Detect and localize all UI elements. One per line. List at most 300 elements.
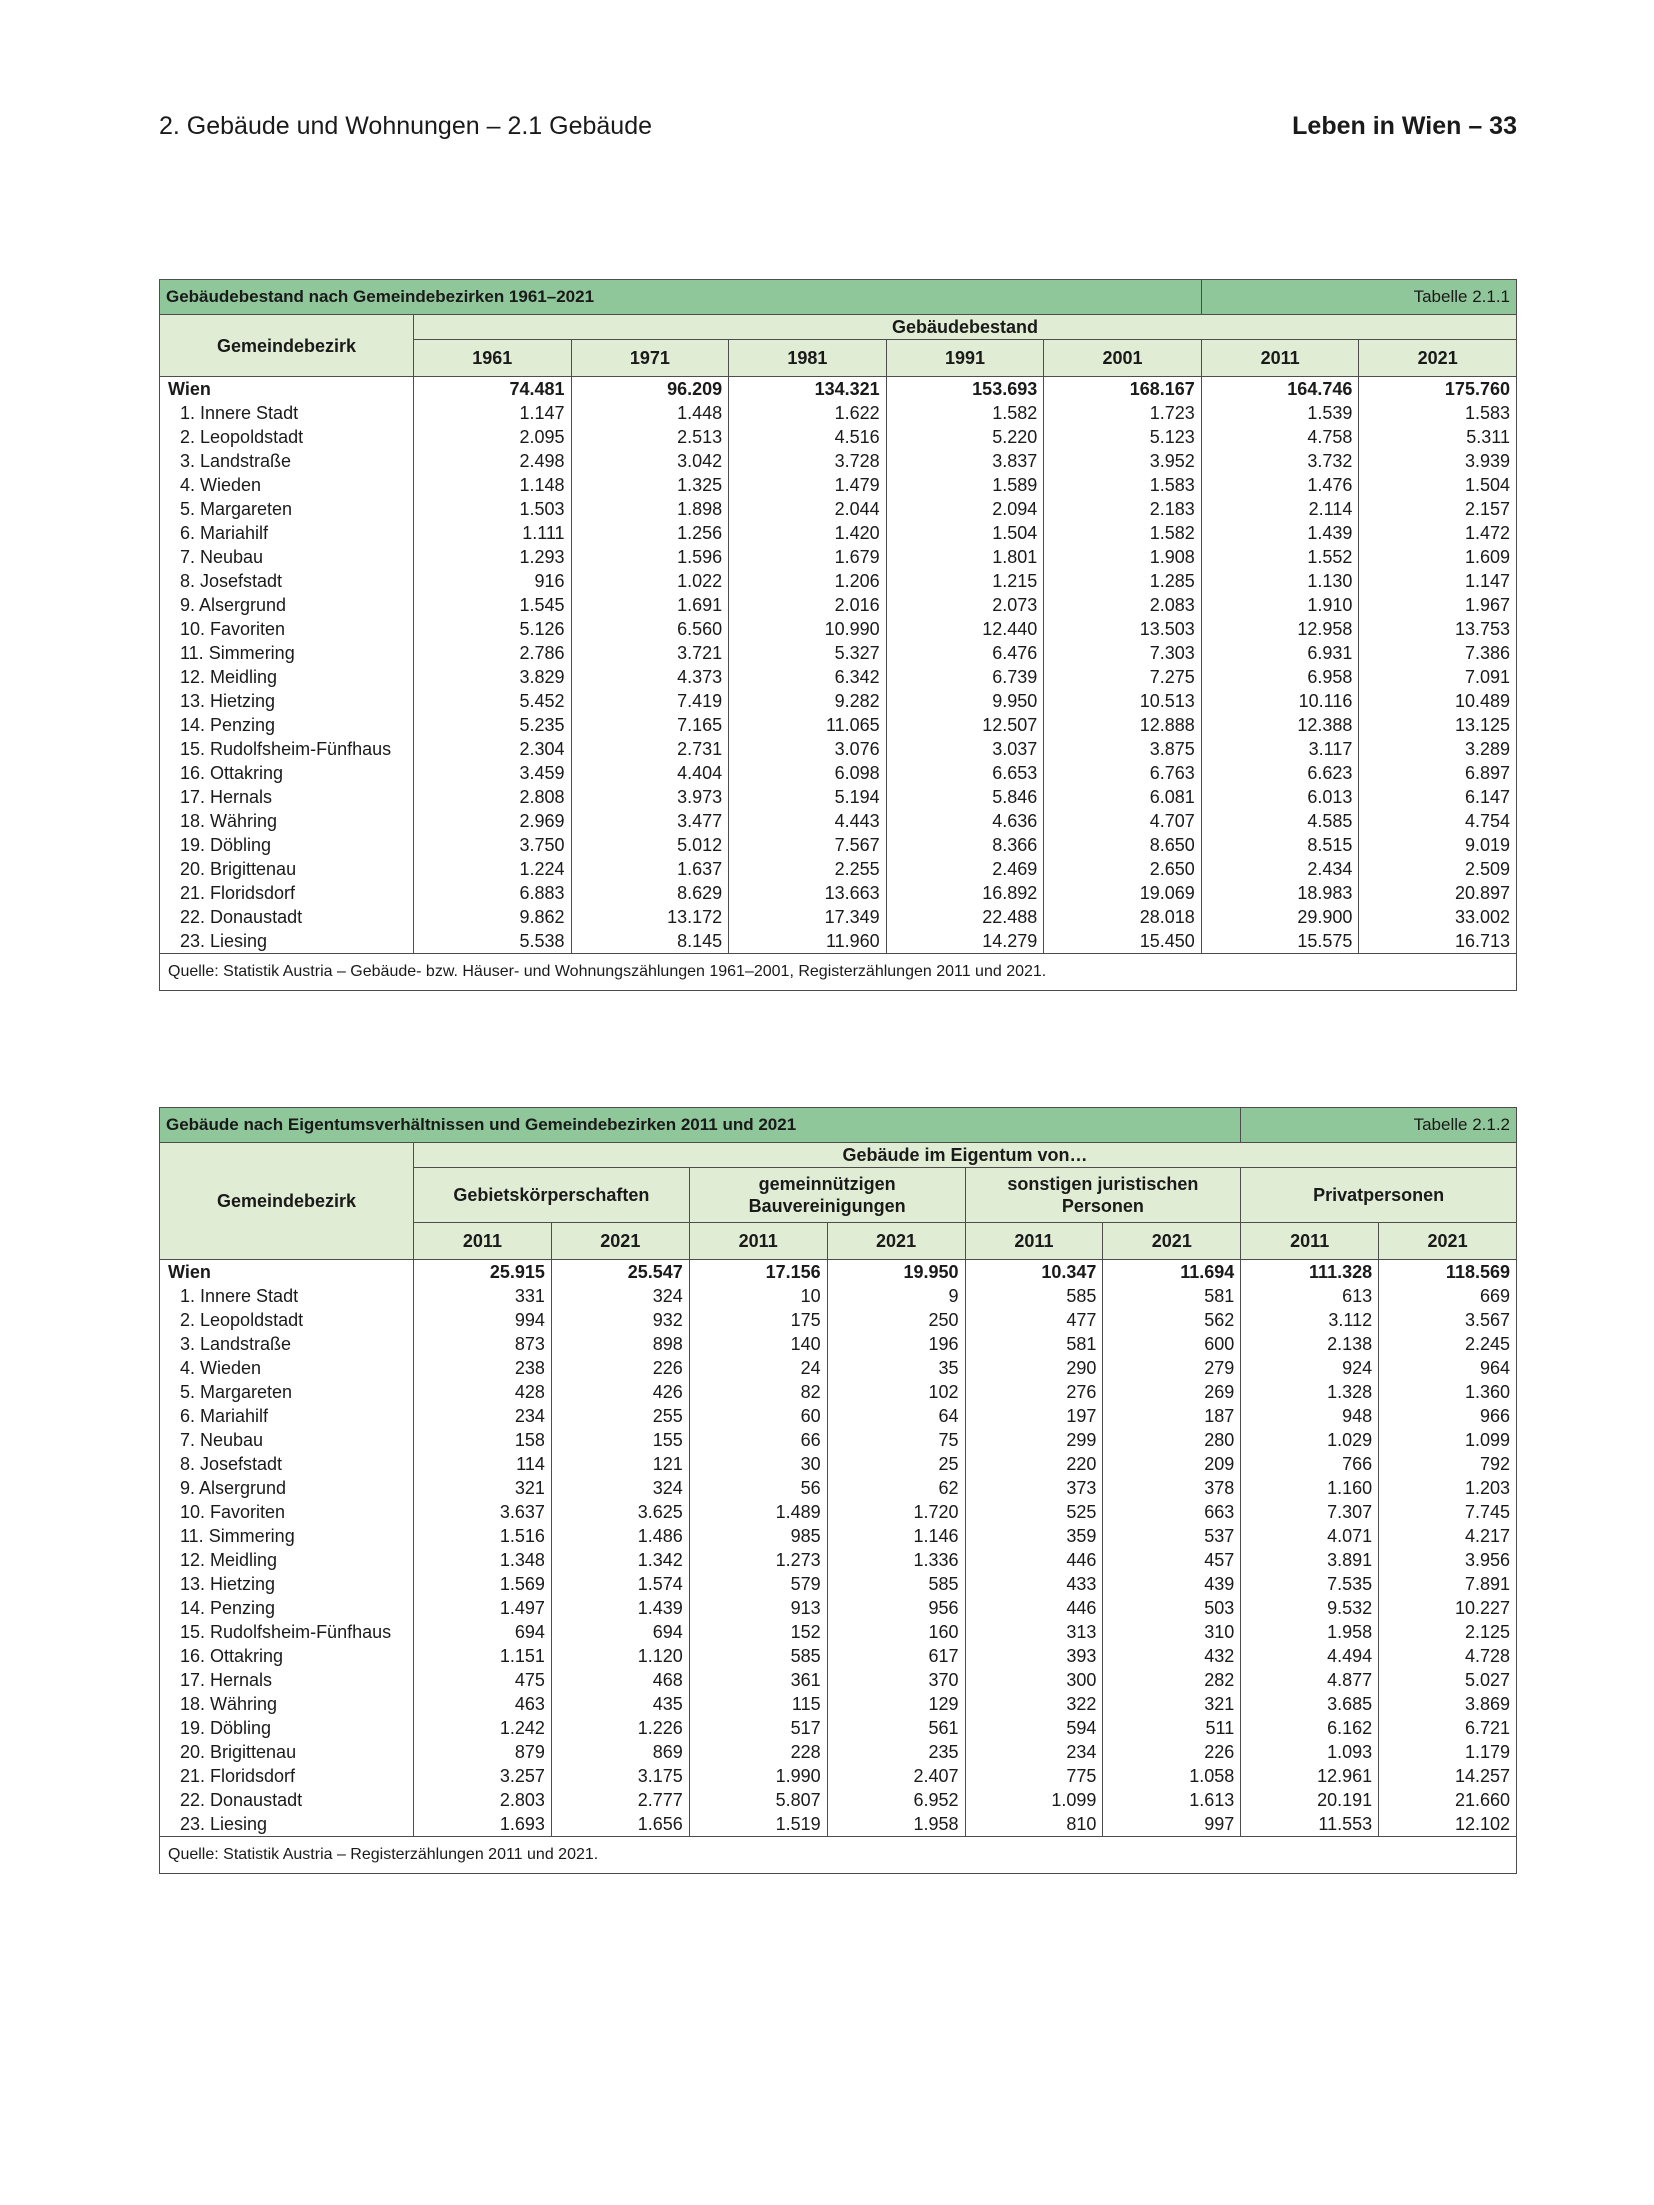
cell-value: 1.539 [1201,401,1359,425]
cell-value: 1.552 [1201,545,1359,569]
cell-value: 4.636 [886,809,1044,833]
subgroup-header: sonstigen juristischen Personen [965,1168,1241,1223]
table-row [160,689,1517,713]
table-title: Gebäude nach Eigentumsverhältnissen und Gemeindebezirken 2011 und 2021 [160,1108,1241,1143]
cell-value: 4.373 [571,665,729,689]
cell-value: 3.875 [1044,737,1202,761]
cell-value: 1.206 [729,569,887,593]
cell-value: 114 [414,1452,552,1476]
column-header-district: Gemeindebezirk [160,315,414,377]
cell-value: 600 [1103,1332,1241,1356]
district-name: 8. Josefstadt [160,1452,414,1476]
cell-value: 1.420 [729,521,887,545]
subgroup-header: gemeinnützigen Bauvereinigungen [689,1168,965,1223]
district-name: 10. Favoriten [160,1500,414,1524]
cell-value: 2.125 [1379,1620,1517,1644]
year-header: 2021 [1359,340,1517,377]
cell-value: 916 [414,569,572,593]
column-group-header: Gebäudebestand [414,315,1517,340]
cell-value: 28.018 [1044,905,1202,929]
cell-value: 1.472 [1359,521,1517,545]
cell-value: 11.694 [1103,1260,1241,1285]
district-name: 20. Brigittenau [160,857,414,881]
cell-value: 9.862 [414,905,572,929]
cell-value: 4.071 [1241,1524,1379,1548]
cell-value: 164.746 [1201,377,1359,402]
cell-value: 276 [965,1380,1103,1404]
cell-value: 3.685 [1241,1692,1379,1716]
cell-value: 24 [689,1356,827,1380]
cell-value: 1.958 [1241,1620,1379,1644]
cell-value: 75 [827,1428,965,1452]
table-row [160,1332,1517,1356]
cell-value: 118.569 [1379,1260,1517,1285]
cell-value: 10.227 [1379,1596,1517,1620]
cell-value: 5.220 [886,425,1044,449]
cell-value: 2.803 [414,1788,552,1812]
cell-value: 2.498 [414,449,572,473]
cell-value: 997 [1103,1812,1241,1837]
cell-value: 964 [1379,1356,1517,1380]
cell-value: 13.663 [729,881,887,905]
cell-value: 7.307 [1241,1500,1379,1524]
cell-value: 1.099 [965,1788,1103,1812]
cell-value: 579 [689,1572,827,1596]
cell-value: 331 [414,1284,552,1308]
year-header: 2011 [1241,1223,1379,1260]
table-source: Quelle: Statistik Austria – Registerzählungen 2011 und 2021. [160,1837,1517,1874]
cell-value: 1.910 [1201,593,1359,617]
cell-value: 14.257 [1379,1764,1517,1788]
cell-value: 1.148 [414,473,572,497]
table-row [160,1356,1517,1380]
cell-value: 6.476 [886,641,1044,665]
district-name: 7. Neubau [160,1428,414,1452]
table-row [160,1788,1517,1812]
table-row [160,545,1517,569]
cell-value: 158 [414,1428,552,1452]
year-header: 2011 [414,1223,552,1260]
year-header: 2011 [689,1223,827,1260]
cell-value: 2.469 [886,857,1044,881]
cell-value: 1.130 [1201,569,1359,593]
district-name: 19. Döbling [160,833,414,857]
cell-value: 617 [827,1644,965,1668]
cell-value: 1.093 [1241,1740,1379,1764]
cell-value: 175.760 [1359,377,1517,402]
cell-value: 1.516 [414,1524,552,1548]
cell-value: 13.503 [1044,617,1202,641]
cell-value: 12.388 [1201,713,1359,737]
cell-value: 22.488 [886,905,1044,929]
cell-value: 3.973 [571,785,729,809]
cell-value: 468 [551,1668,689,1692]
cell-value: 435 [551,1692,689,1716]
cell-value: 7.567 [729,833,887,857]
cell-value: 1.448 [571,401,729,425]
cell-value: 282 [1103,1668,1241,1692]
cell-value: 613 [1241,1284,1379,1308]
cell-value: 10.990 [729,617,887,641]
year-header: 2011 [965,1223,1103,1260]
cell-value: 1.147 [414,401,572,425]
cell-value: 290 [965,1356,1103,1380]
cell-value: 792 [1379,1452,1517,1476]
cell-value: 1.203 [1379,1476,1517,1500]
cell-value: 6.952 [827,1788,965,1812]
cell-value: 3.257 [414,1764,552,1788]
cell-value: 2.407 [827,1764,965,1788]
cell-value: 4.754 [1359,809,1517,833]
cell-value: 9.019 [1359,833,1517,857]
cell-value: 994 [414,1308,552,1332]
cell-value: 537 [1103,1524,1241,1548]
year-header: 2001 [1044,340,1202,377]
cell-value: 3.042 [571,449,729,473]
cell-value: 3.477 [571,809,729,833]
cell-value: 370 [827,1668,965,1692]
table-source: Quelle: Statistik Austria – Gebäude- bzw. Häuser- und Wohnungszählungen 1961–2001, Registerzählungen 2011 und 2021. [160,954,1517,991]
table-row [160,1308,1517,1332]
cell-value: 3.076 [729,737,887,761]
cell-value: 9.282 [729,689,887,713]
cell-value: 1.958 [827,1812,965,1837]
cell-value: 12.958 [1201,617,1359,641]
cell-value: 1.486 [551,1524,689,1548]
cell-value: 3.952 [1044,449,1202,473]
cell-value: 932 [551,1308,689,1332]
cell-value: 13.125 [1359,713,1517,737]
cell-value: 6.013 [1201,785,1359,809]
table-row [160,401,1517,425]
district-name: 11. Simmering [160,1524,414,1548]
table-row [160,1452,1517,1476]
district-name: 15. Rudolfsheim-Fünfhaus [160,737,414,761]
cell-value: 3.637 [414,1500,552,1524]
cell-value: 3.728 [729,449,887,473]
cell-value: 3.750 [414,833,572,857]
cell-value: 234 [414,1404,552,1428]
cell-value: 5.807 [689,1788,827,1812]
cell-value: 2.786 [414,641,572,665]
cell-value: 3.829 [414,665,572,689]
cell-value: 6.897 [1359,761,1517,785]
cell-value: 1.656 [551,1812,689,1837]
cell-value: 1.348 [414,1548,552,1572]
table-row [160,1524,1517,1548]
table-row [160,449,1517,473]
cell-value: 6.739 [886,665,1044,689]
cell-value: 1.613 [1103,1788,1241,1812]
cell-value: 4.585 [1201,809,1359,833]
table-row [160,1500,1517,1524]
table-row [160,785,1517,809]
cell-value: 5.126 [414,617,572,641]
district-name: 5. Margareten [160,497,414,521]
cell-value: 168.167 [1044,377,1202,402]
cell-value: 1.693 [414,1812,552,1837]
cell-value: 1.609 [1359,545,1517,569]
cell-value: 6.560 [571,617,729,641]
page-section-title: 2. Gebäude und Wohnungen – 2.1 Gebäude [159,112,653,140]
cell-value: 6.162 [1241,1716,1379,1740]
cell-value: 121 [551,1452,689,1476]
cell-value: 8.629 [571,881,729,905]
cell-value: 7.535 [1241,1572,1379,1596]
cell-value: 310 [1103,1620,1241,1644]
cell-value: 581 [965,1332,1103,1356]
cell-value: 1.723 [1044,401,1202,425]
cell-value: 152 [689,1620,827,1644]
cell-value: 7.386 [1359,641,1517,665]
cell-value: 1.215 [886,569,1044,593]
table-row [160,1476,1517,1500]
cell-value: 18.983 [1201,881,1359,905]
cell-value: 1.583 [1044,473,1202,497]
cell-value: 25.547 [551,1260,689,1285]
cell-value: 313 [965,1620,1103,1644]
cell-value: 525 [965,1500,1103,1524]
cell-value: 8.145 [571,929,729,954]
cell-value: 300 [965,1668,1103,1692]
cell-value: 2.434 [1201,857,1359,881]
cell-value: 134.321 [729,377,887,402]
cell-value: 7.165 [571,713,729,737]
year-header: 1981 [729,340,887,377]
cell-value: 153.693 [886,377,1044,402]
cell-value: 12.888 [1044,713,1202,737]
cell-value: 1.336 [827,1548,965,1572]
district-name: 18. Währing [160,1692,414,1716]
district-name: 23. Liesing [160,929,414,954]
cell-value: 2.808 [414,785,572,809]
cell-value: 1.582 [1044,521,1202,545]
cell-value: 1.898 [571,497,729,521]
cell-value: 25.915 [414,1260,552,1285]
cell-value: 12.507 [886,713,1044,737]
district-name: 20. Brigittenau [160,1740,414,1764]
table-row [160,1740,1517,1764]
page-number-title: Leben in Wien – 33 [1292,112,1517,140]
cell-value: 1.022 [571,569,729,593]
cell-value: 3.625 [551,1500,689,1524]
table-row [160,497,1517,521]
cell-value: 6.623 [1201,761,1359,785]
cell-value: 2.094 [886,497,1044,521]
cell-value: 6.081 [1044,785,1202,809]
cell-value: 60 [689,1404,827,1428]
table-row [160,1620,1517,1644]
cell-value: 6.721 [1379,1716,1517,1740]
district-name: 10. Favoriten [160,617,414,641]
cell-value: 517 [689,1716,827,1740]
cell-value: 321 [414,1476,552,1500]
cell-value: 324 [551,1284,689,1308]
cell-value: 33.002 [1359,905,1517,929]
cell-value: 228 [689,1740,827,1764]
cell-value: 9.950 [886,689,1044,713]
cell-value: 3.459 [414,761,572,785]
cell-value: 2.083 [1044,593,1202,617]
cell-value: 2.731 [571,737,729,761]
cell-value: 1.545 [414,593,572,617]
cell-value: 1.360 [1379,1380,1517,1404]
district-name: 9. Alsergrund [160,1476,414,1500]
cell-value: 561 [827,1716,965,1740]
cell-value: 64 [827,1404,965,1428]
cell-value: 226 [551,1356,689,1380]
district-name: 21. Floridsdorf [160,1764,414,1788]
cell-value: 1.908 [1044,545,1202,569]
subgroup-header: Privatpersonen [1241,1168,1517,1223]
cell-value: 2.777 [551,1788,689,1812]
cell-value: 324 [551,1476,689,1500]
district-name: Wien [160,1260,414,1285]
table-row [160,377,1517,402]
cell-value: 2.095 [414,425,572,449]
cell-value: 581 [1103,1284,1241,1308]
cell-value: 439 [1103,1572,1241,1596]
cell-value: 1.342 [551,1548,689,1572]
cell-value: 35 [827,1356,965,1380]
cell-value: 1.589 [886,473,1044,497]
cell-value: 279 [1103,1356,1241,1380]
cell-value: 1.111 [414,521,572,545]
cell-value: 14.279 [886,929,1044,954]
table-row [160,593,1517,617]
cell-value: 15.450 [1044,929,1202,954]
cell-value: 585 [965,1284,1103,1308]
cell-value: 6.342 [729,665,887,689]
table-eigentum [159,1107,1517,1874]
district-name: 2. Leopoldstadt [160,1308,414,1332]
cell-value: 7.891 [1379,1572,1517,1596]
cell-value: 898 [551,1332,689,1356]
cell-value: 873 [414,1332,552,1356]
cell-value: 948 [1241,1404,1379,1428]
cell-value: 9.532 [1241,1596,1379,1620]
cell-value: 321 [1103,1692,1241,1716]
table-row [160,1692,1517,1716]
cell-value: 1.720 [827,1500,965,1524]
cell-value: 1.146 [827,1524,965,1548]
cell-value: 1.504 [886,521,1044,545]
cell-value: 62 [827,1476,965,1500]
table-row [160,617,1517,641]
cell-value: 2.304 [414,737,572,761]
cell-value: 6.763 [1044,761,1202,785]
table-row [160,1596,1517,1620]
table-row [160,1548,1517,1572]
cell-value: 3.037 [886,737,1044,761]
cell-value: 1.179 [1379,1740,1517,1764]
cell-value: 562 [1103,1308,1241,1332]
district-name: 9. Alsergrund [160,593,414,617]
cell-value: 1.058 [1103,1764,1241,1788]
district-name: 16. Ottakring [160,761,414,785]
cell-value: 235 [827,1740,965,1764]
cell-value: 5.194 [729,785,887,809]
cell-value: 234 [965,1740,1103,1764]
table-row [160,1764,1517,1788]
cell-value: 2.016 [729,593,887,617]
cell-value: 56 [689,1476,827,1500]
table-row [160,473,1517,497]
cell-value: 2.138 [1241,1332,1379,1356]
table-title: Gebäudebestand nach Gemeindebezirken 1961–2021 [160,280,1202,315]
district-name: 6. Mariahilf [160,521,414,545]
table-row [160,1572,1517,1596]
cell-value: 1.147 [1359,569,1517,593]
cell-value: 1.596 [571,545,729,569]
cell-value: 1.691 [571,593,729,617]
cell-value: 1.519 [689,1812,827,1837]
table-row [160,833,1517,857]
cell-value: 6.147 [1359,785,1517,809]
cell-value: 1.120 [551,1644,689,1668]
cell-value: 5.012 [571,833,729,857]
cell-value: 4.877 [1241,1668,1379,1692]
cell-value: 2.157 [1359,497,1517,521]
district-name: 6. Mariahilf [160,1404,414,1428]
cell-value: 226 [1103,1740,1241,1764]
year-header: 2011 [1201,340,1359,377]
cell-value: 1.497 [414,1596,552,1620]
cell-value: 5.538 [414,929,572,954]
table-row [160,1260,1517,1285]
district-name: 17. Hernals [160,1668,414,1692]
cell-value: 3.721 [571,641,729,665]
year-header: 2021 [827,1223,965,1260]
table-row [160,1668,1517,1692]
year-header: 1971 [571,340,729,377]
cell-value: 3.837 [886,449,1044,473]
cell-value: 433 [965,1572,1103,1596]
table-row [160,1428,1517,1452]
cell-value: 694 [551,1620,689,1644]
cell-value: 1.574 [551,1572,689,1596]
cell-value: 74.481 [414,377,572,402]
cell-value: 361 [689,1668,827,1692]
table-row [160,761,1517,785]
cell-value: 8.650 [1044,833,1202,857]
cell-value: 2.245 [1379,1332,1517,1356]
table-row [160,1644,1517,1668]
cell-value: 3.869 [1379,1692,1517,1716]
cell-value: 669 [1379,1284,1517,1308]
cell-value: 869 [551,1740,689,1764]
cell-value: 4.494 [1241,1644,1379,1668]
cell-value: 155 [551,1428,689,1452]
cell-value: 6.958 [1201,665,1359,689]
cell-value: 13.172 [571,905,729,929]
cell-value: 1.622 [729,401,887,425]
cell-value: 115 [689,1692,827,1716]
district-name: 3. Landstraße [160,1332,414,1356]
cell-value: 1.503 [414,497,572,521]
cell-value: 11.553 [1241,1812,1379,1837]
district-name: 1. Innere Stadt [160,401,414,425]
cell-value: 17.156 [689,1260,827,1285]
cell-value: 1.256 [571,521,729,545]
district-name: 1. Innere Stadt [160,1284,414,1308]
cell-value: 255 [551,1404,689,1428]
cell-value: 16.713 [1359,929,1517,954]
district-name: 7. Neubau [160,545,414,569]
cell-value: 6.653 [886,761,1044,785]
cell-value: 1.583 [1359,401,1517,425]
district-name: 23. Liesing [160,1812,414,1837]
